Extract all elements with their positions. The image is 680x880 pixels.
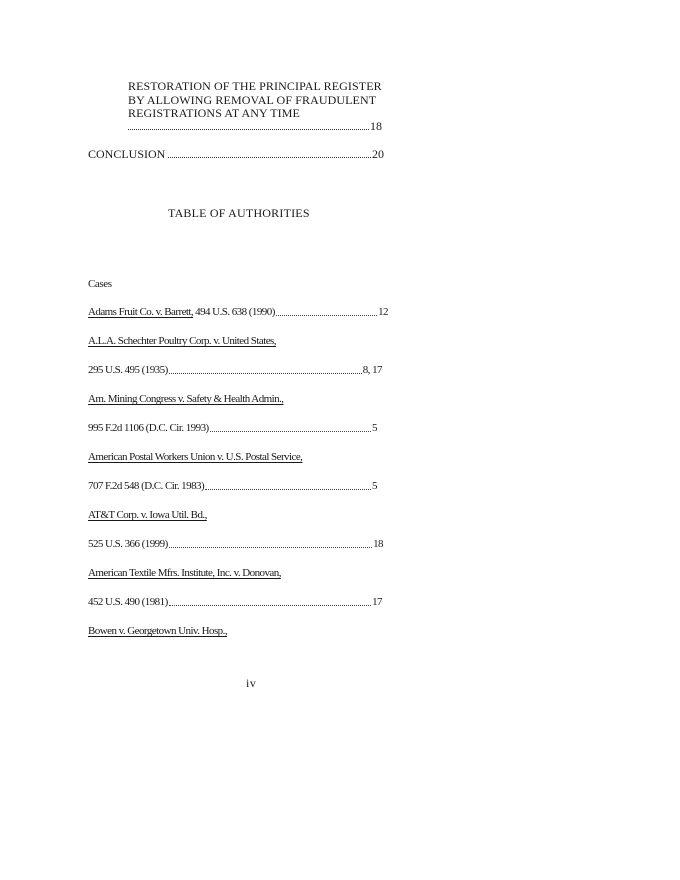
toc-heading-line-1: RESTORATION OF THE PRINCIPAL REGISTER: [128, 79, 382, 93]
dot-leader: [169, 605, 371, 606]
toc-heading-line-2: BY ALLOWING REMOVAL OF FRAUDULENT: [128, 92, 377, 107]
case-name: Am. Mining Congress v. Safety & Health Admin.,: [88, 393, 284, 405]
case-pages: 17: [372, 596, 382, 608]
dot-leader: [205, 489, 371, 490]
case-pages: 8, 17: [362, 364, 382, 376]
case-citation: 525 U.S. 366 (1999): [88, 538, 168, 550]
case-name: AT&T Corp. v. Iowa Util. Bd.,: [88, 509, 207, 521]
dot-leader: [276, 315, 377, 316]
case-name: Adams Fruit Co. v. Barrett,: [88, 306, 194, 318]
case-entry: [88, 480, 377, 493]
dot-leader: [210, 431, 371, 432]
case-pages: 5: [372, 480, 377, 492]
case-entry: [88, 451, 302, 464]
case-entry: [88, 364, 382, 377]
dot-leader: [169, 373, 362, 374]
toc-heading-leader-line: [128, 120, 382, 133]
case-pages: 5: [372, 422, 377, 434]
dot-leader: [169, 547, 372, 548]
toc-conclusion-page: 20: [372, 147, 384, 161]
toc-conclusion-entry: [88, 148, 384, 161]
case-name: Bowen v. Georgetown Univ. Hosp.,: [88, 625, 228, 637]
dot-leader: [128, 129, 369, 130]
case-entry: [88, 567, 281, 580]
case-name: American Postal Workers Union v. U.S. Postal Service,: [88, 451, 303, 463]
case-entry: [88, 335, 276, 348]
case-name: A.L.A. Schechter Poultry Corp. v. United States,: [88, 335, 276, 347]
case-entry: [88, 393, 284, 406]
case-citation: 707 F.2d 548 (D.C. Cir. 1983): [88, 480, 205, 492]
cases-subheading: Cases: [88, 278, 112, 290]
case-entry: [88, 625, 227, 638]
toc-heading-line-3: REGISTRATIONS AT ANY TIME: [128, 106, 300, 120]
case-entry: [88, 306, 388, 319]
toc-conclusion-label: CONCLUSION: [88, 147, 166, 161]
case-citation: 452 U.S. 490 (1981): [88, 596, 168, 608]
dot-leader: [168, 157, 371, 158]
case-citation: 295 U.S. 495 (1935): [88, 364, 168, 376]
page-number: iv: [246, 676, 257, 690]
toc-heading-page: 18: [370, 119, 382, 133]
case-pages: 18: [373, 538, 383, 550]
case-entry: [88, 538, 383, 551]
case-entry: [88, 509, 207, 522]
case-pages: 12: [378, 306, 388, 318]
case-entry: [88, 596, 382, 609]
case-citation: 995 F.2d 1106 (D.C. Cir. 1993): [88, 422, 209, 434]
table-of-authorities-title: TABLE OF AUTHORITIES: [168, 206, 310, 220]
case-citation: 494 U.S. 638 (1990): [195, 306, 275, 318]
case-entry: [88, 422, 377, 435]
toc-section-heading: [128, 80, 398, 121]
case-name: American Textile Mfrs. Institute, Inc. v. Donovan,: [88, 567, 281, 579]
